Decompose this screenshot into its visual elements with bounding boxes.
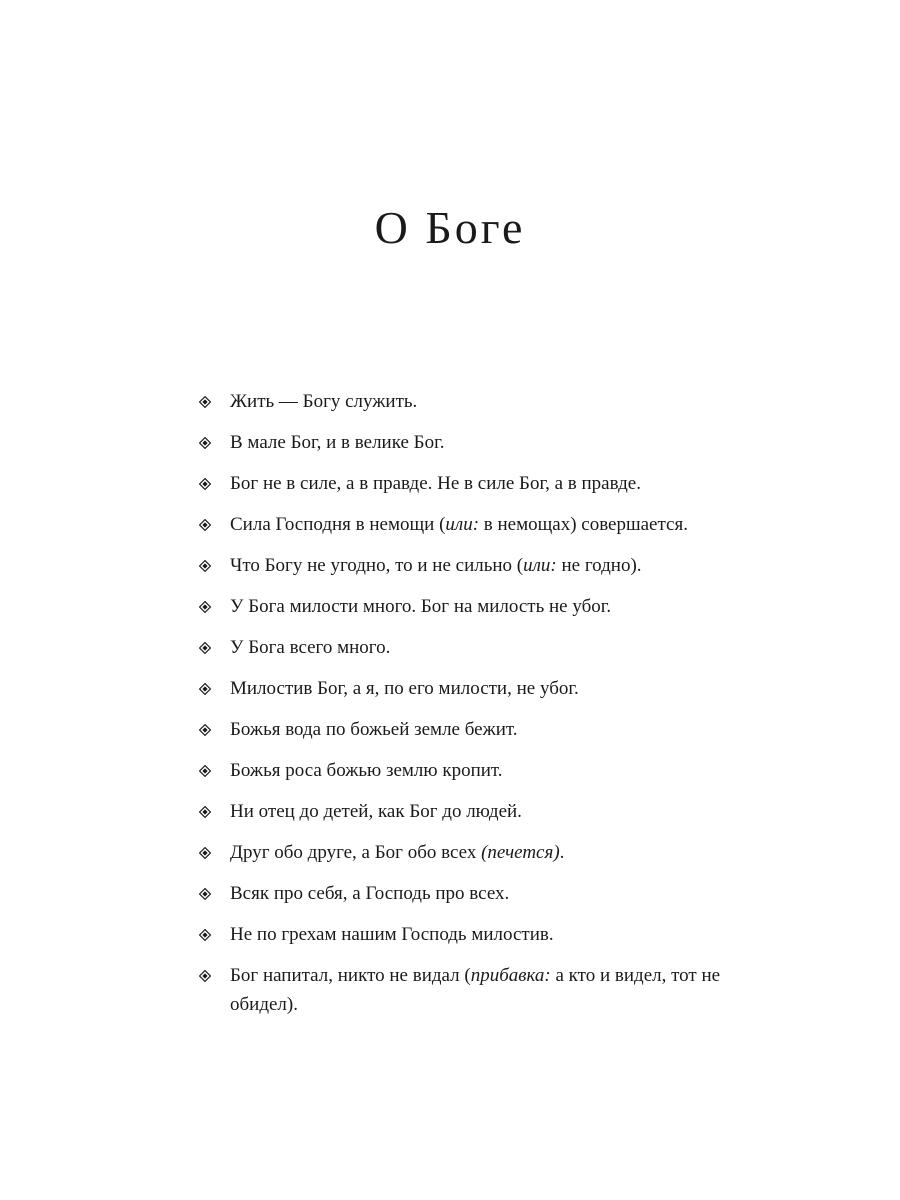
proverb-item <box>197 428 777 457</box>
diamond-bullet-icon <box>199 437 211 449</box>
proverb-fragment: а кто и видел, тот не обидел). <box>230 965 721 1015</box>
page-title: О Боге <box>374 202 526 253</box>
proverb-fragment: Милостив Бог, а я, по его милости, не убог. <box>230 678 579 699</box>
proverb-fragment: Сила Господня в немощи ( <box>230 514 446 535</box>
diamond-bullet-icon <box>199 478 211 490</box>
diamond-bullet-icon <box>199 642 211 654</box>
proverb-fragment: Жить — Богу служить. <box>230 391 418 412</box>
proverb-text <box>230 555 642 576</box>
proverb-fragment: Не по грехам нашим Господь милостив. <box>230 924 554 945</box>
proverb-italic-fragment: или: <box>523 555 557 576</box>
proverb-item <box>197 387 777 416</box>
proverb-text <box>230 432 444 453</box>
proverb-fragment: Ни отец до детей, как Бог до людей. <box>230 801 522 822</box>
proverb-item <box>197 797 777 826</box>
proverb-fragment: У Бога всего много. <box>230 637 391 658</box>
proverb-text <box>230 883 509 904</box>
proverb-text <box>230 637 390 658</box>
proverb-fragment: Бог не в силе, а в правде. Не в силе Бог, а в правде. <box>230 473 641 494</box>
proverb-item <box>197 674 777 703</box>
proverb-item <box>197 838 777 867</box>
proverb-item <box>197 551 777 580</box>
proverb-text <box>230 924 554 945</box>
proverb-fragment: Всяк про себя, а Господь про всех. <box>230 883 510 904</box>
proverb-text <box>230 473 641 494</box>
proverb-text <box>230 719 518 740</box>
diamond-bullet-icon <box>199 519 211 531</box>
proverb-text <box>230 965 720 1015</box>
diamond-bullet-icon <box>199 888 211 900</box>
proverb-italic-fragment: прибавка: <box>470 965 551 986</box>
diamond-bullet-icon <box>199 560 211 572</box>
proverb-item <box>197 715 777 744</box>
proverb-item <box>197 879 777 908</box>
diamond-bullet-icon <box>199 929 211 941</box>
proverb-fragment: . <box>559 842 565 863</box>
diamond-bullet-icon <box>199 396 211 408</box>
proverb-fragment: Что Богу не угодно, то и не сильно ( <box>230 555 524 576</box>
proverb-item <box>197 920 777 949</box>
proverb-text <box>230 514 688 535</box>
proverb-text <box>230 842 564 863</box>
proverb-list <box>197 387 777 1031</box>
proverb-item <box>197 756 777 785</box>
diamond-bullet-icon <box>199 601 211 613</box>
proverb-fragment: Божья вода по божьей земле бежит. <box>230 719 518 740</box>
diamond-bullet-icon <box>199 806 211 818</box>
proverb-text <box>230 596 611 617</box>
diamond-bullet-icon <box>199 847 211 859</box>
proverb-text <box>230 678 579 699</box>
proverb-fragment: в немощах) совершается. <box>479 514 688 535</box>
proverb-item <box>197 961 777 1019</box>
proverb-fragment: Божья роса божью землю кропит. <box>230 760 503 781</box>
proverb-italic-fragment: или: <box>445 514 480 535</box>
proverb-item <box>197 469 777 498</box>
proverb-text <box>230 760 503 781</box>
proverb-italic-fragment: (печется) <box>481 842 560 863</box>
proverb-text <box>230 391 417 412</box>
proverb-item <box>197 510 777 539</box>
proverb-fragment: не годно). <box>556 555 642 576</box>
diamond-bullet-icon <box>199 765 211 777</box>
proverb-item <box>197 633 777 662</box>
proverb-fragment: В мале Бог, и в велике Бог. <box>230 432 445 453</box>
diamond-bullet-icon <box>199 970 211 982</box>
proverb-fragment: Бог напитал, никто не видал ( <box>230 965 471 986</box>
proverb-fragment: Друг обо друге, а Бог обо всех <box>230 842 482 863</box>
diamond-bullet-icon <box>199 683 211 695</box>
proverb-fragment: У Бога милости много. Бог на милость не убог. <box>230 596 612 617</box>
proverb-text <box>230 801 522 822</box>
proverb-item <box>197 592 777 621</box>
diamond-bullet-icon <box>199 724 211 736</box>
